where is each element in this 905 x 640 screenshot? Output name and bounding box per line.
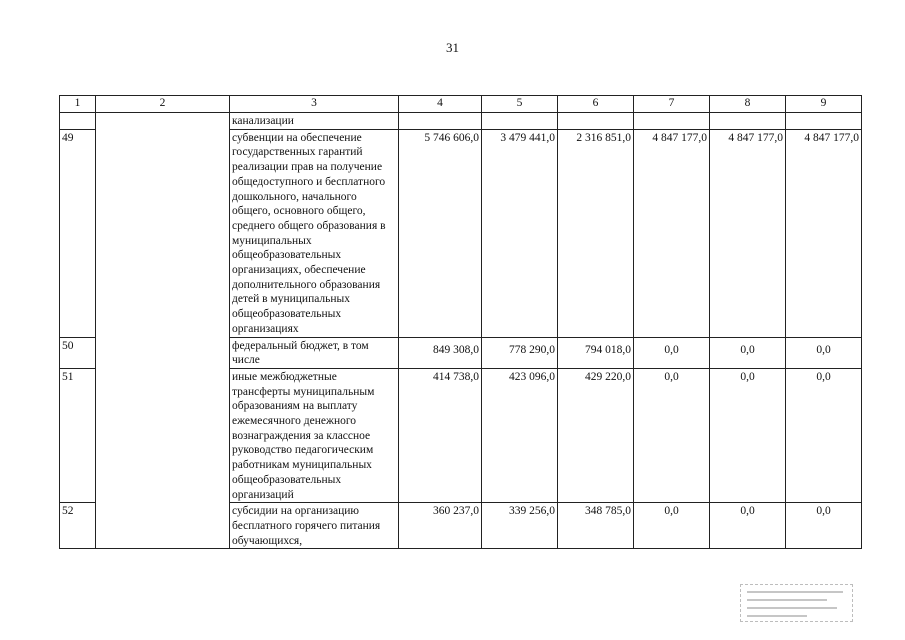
continuation-text: канализации bbox=[230, 113, 399, 130]
value-cell: 4 847 177,0 bbox=[786, 129, 862, 337]
value-cell: 0,0 bbox=[634, 503, 710, 549]
row-description: иные межбюджетные трансферты муниципальным образованиям на выплату ежемесячного денежного вознаграждения за классное руководство педагогическим работникам муниципальных общеобразовательных организаций bbox=[230, 368, 399, 502]
value-cell: 0,0 bbox=[710, 337, 786, 368]
value-cell: 0,0 bbox=[786, 503, 862, 549]
value-cell bbox=[786, 113, 862, 130]
row-description: федеральный бюджет, в том числе bbox=[230, 337, 399, 368]
value-cell: 0,0 bbox=[710, 503, 786, 549]
value-cell bbox=[634, 113, 710, 130]
header-row bbox=[60, 96, 862, 113]
value-cell: 4 847 177,0 bbox=[634, 129, 710, 337]
value-cell: 0,0 bbox=[710, 368, 786, 502]
row-number: 52 bbox=[60, 503, 96, 549]
value-cell: 360 237,0 bbox=[399, 503, 482, 549]
group-cell bbox=[96, 113, 230, 549]
value-cell: 348 785,0 bbox=[558, 503, 634, 549]
faded-stamp bbox=[740, 584, 853, 622]
page-number: 31 bbox=[446, 40, 459, 55]
row-number-cell bbox=[60, 113, 96, 130]
row-number: 49 bbox=[60, 129, 96, 337]
value-cell: 4 847 177,0 bbox=[710, 129, 786, 337]
row-number: 50 bbox=[60, 337, 96, 368]
value-cell bbox=[558, 113, 634, 130]
header-cell: 2 bbox=[96, 96, 230, 113]
header-cell: 1 bbox=[60, 96, 96, 113]
value-cell: 423 096,0 bbox=[482, 368, 558, 502]
header-cell: 5 bbox=[482, 96, 558, 113]
header-cell: 6 bbox=[558, 96, 634, 113]
row-number: 51 bbox=[60, 368, 96, 502]
value-cell: 2 316 851,0 bbox=[558, 129, 634, 337]
value-cell bbox=[710, 113, 786, 130]
value-cell: 794 018,0 bbox=[558, 337, 634, 368]
budget-table bbox=[59, 95, 862, 549]
value-cell: 339 256,0 bbox=[482, 503, 558, 549]
header-cell: 7 bbox=[634, 96, 710, 113]
row-description: субсидии на организацию бесплатного горячего питания обучающихся, bbox=[230, 503, 399, 549]
header-cell: 3 bbox=[230, 96, 399, 113]
value-cell: 0,0 bbox=[634, 337, 710, 368]
value-cell: 414 738,0 bbox=[399, 368, 482, 502]
value-cell bbox=[399, 113, 482, 130]
value-cell: 849 308,0 bbox=[399, 337, 482, 368]
value-cell: 0,0 bbox=[786, 368, 862, 502]
value-cell: 0,0 bbox=[786, 337, 862, 368]
value-cell: 5 746 606,0 bbox=[399, 129, 482, 337]
header-cell: 8 bbox=[710, 96, 786, 113]
row-description: субвенции на обеспечение государственных гарантий реализации прав на получение общедоступного и бесплатного дошкольного, начального общего, основного общего, среднего общего образования в муниципальных общеобразовательных организациях, обеспечение дополнительного образования детей в муниципальных общеобразовательных организациях bbox=[230, 129, 399, 337]
header-cell: 4 bbox=[399, 96, 482, 113]
value-cell: 3 479 441,0 bbox=[482, 129, 558, 337]
value-cell: 0,0 bbox=[634, 368, 710, 502]
value-cell bbox=[482, 113, 558, 130]
value-cell: 778 290,0 bbox=[482, 337, 558, 368]
value-cell: 429 220,0 bbox=[558, 368, 634, 502]
header-cell: 9 bbox=[786, 96, 862, 113]
continuation-row bbox=[60, 113, 862, 130]
